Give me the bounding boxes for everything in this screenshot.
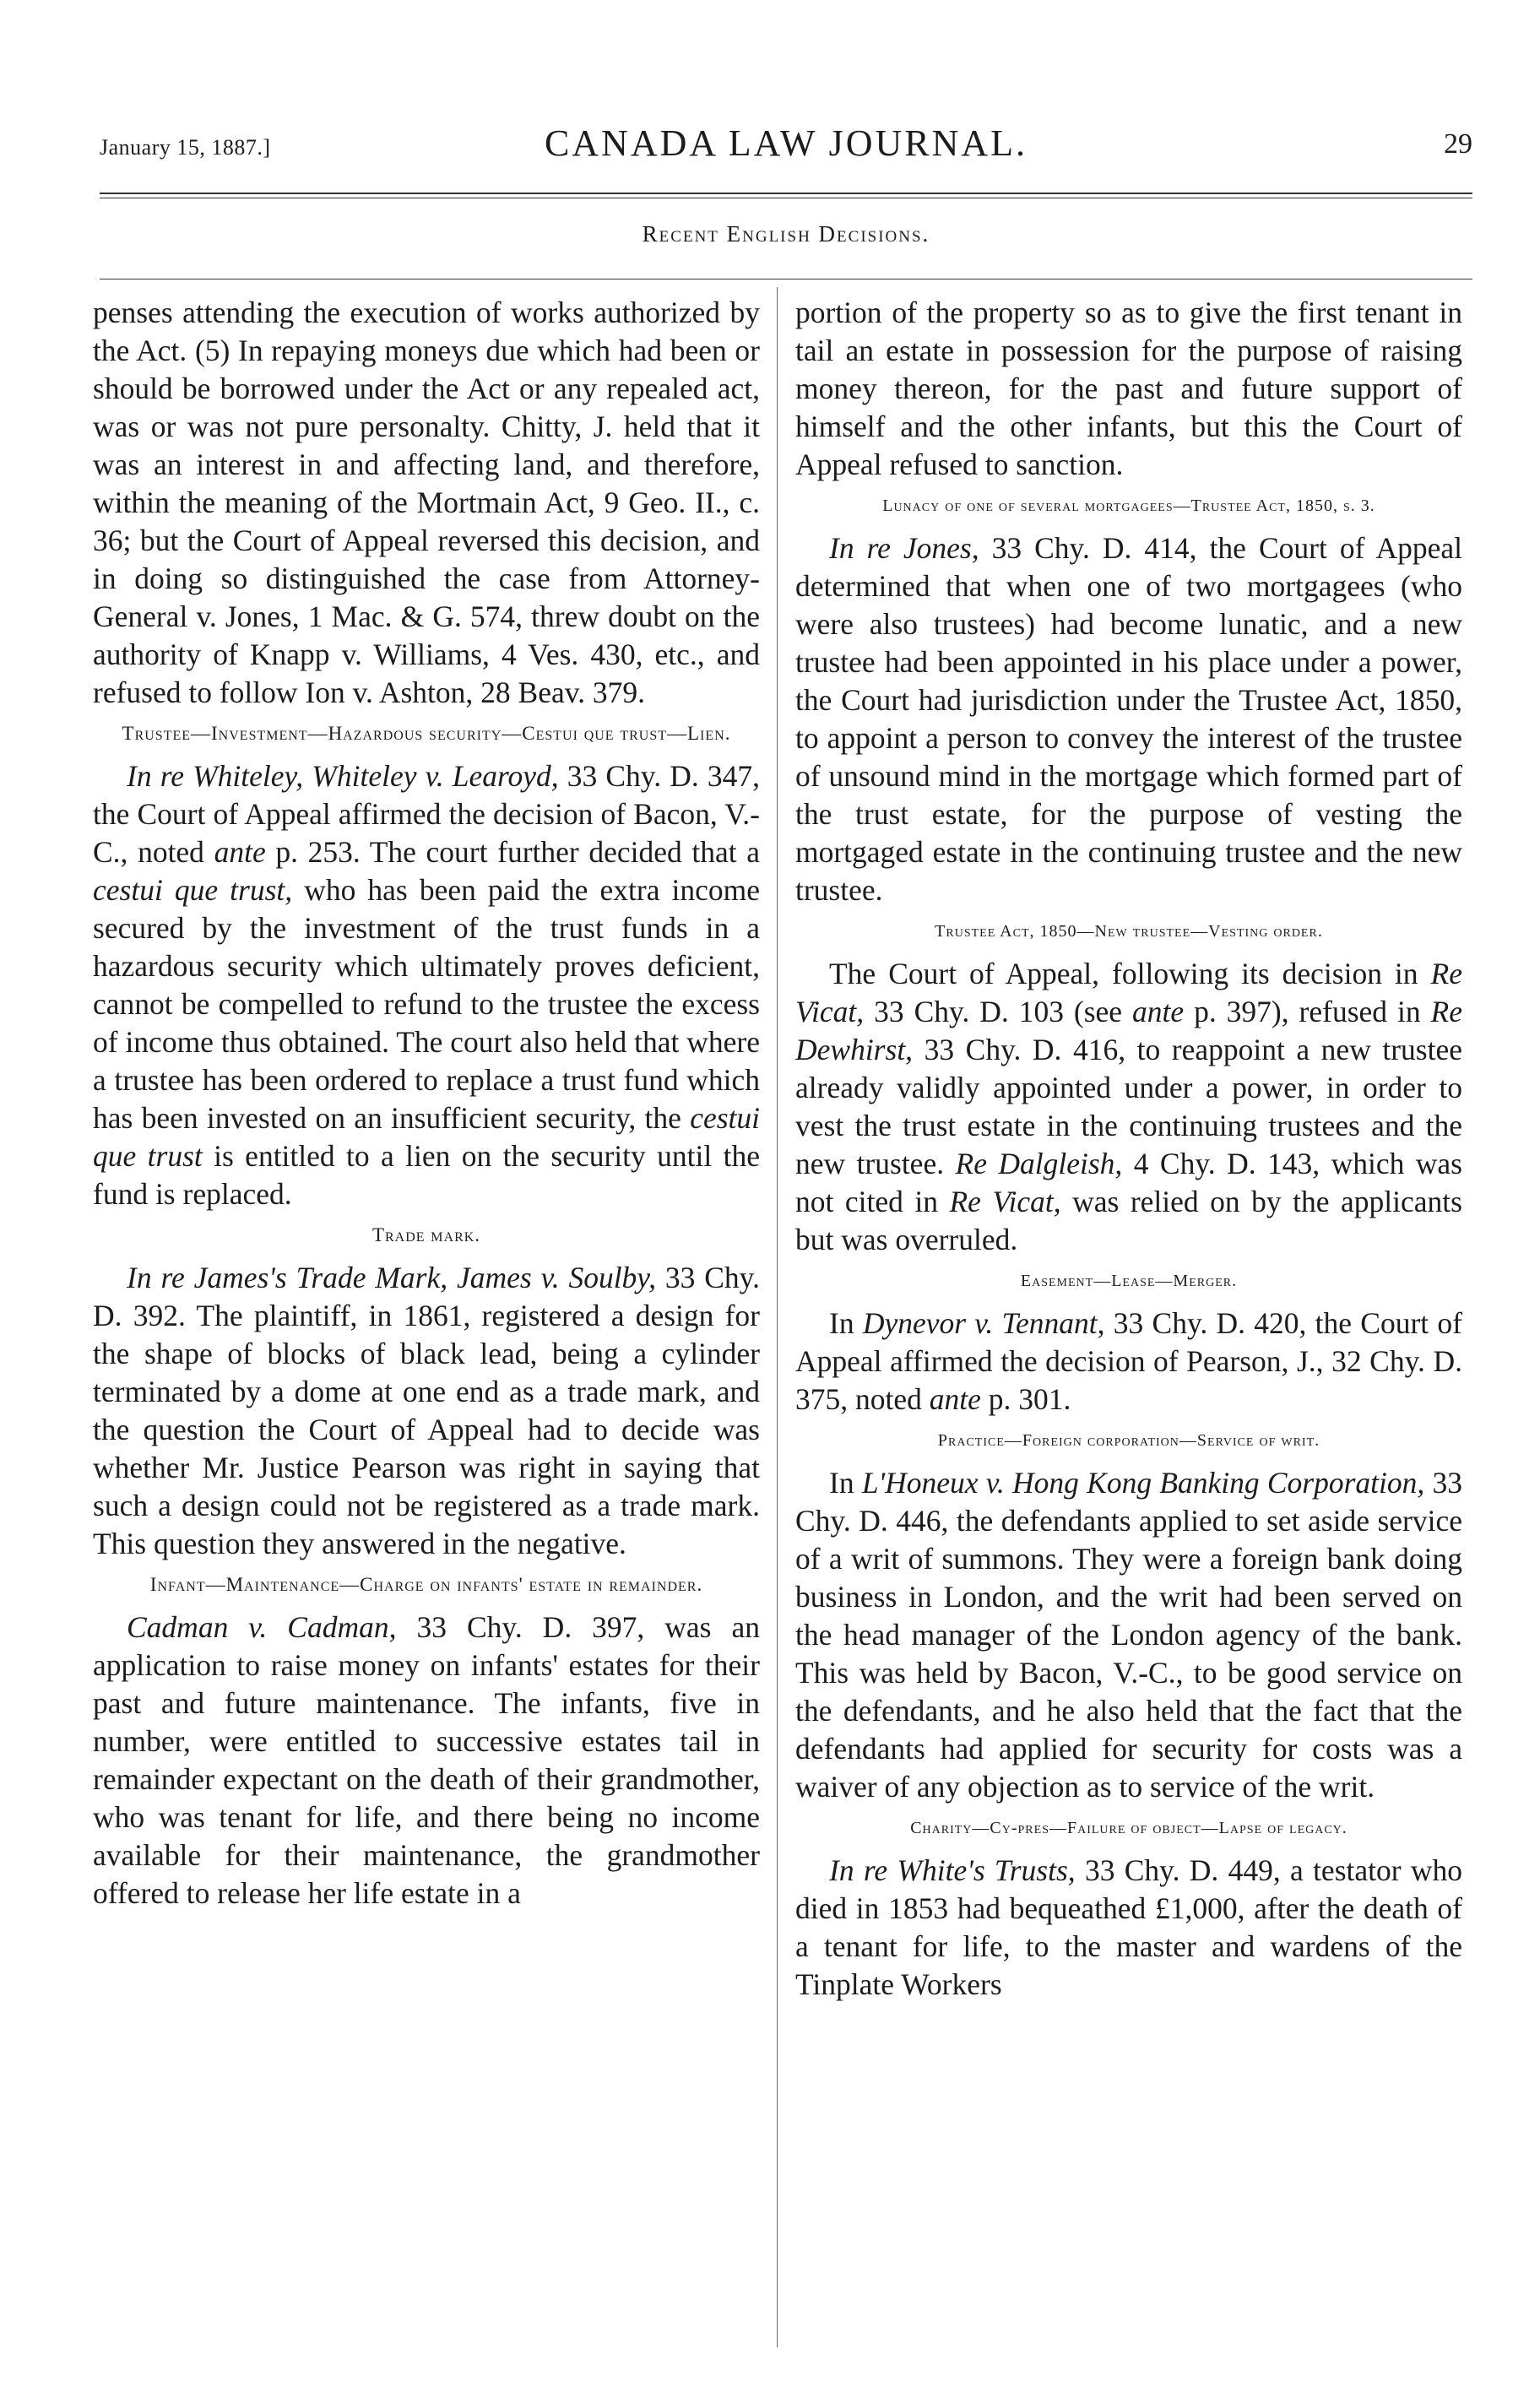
case-paragraph: In L'Honeux v. Hong Kong Banking Corporation, 33 Chy. D. 446, the defendants applied to set aside service of a writ of summons. They were a foreign bank doing business in London, and the writ had been served on the head manager of the London agency of the bank. This was held by Bacon, V.-C., to be good service on the defendants, and he also held that the fact that the defendants had applied for security for costs was a waiver of any objection as to service of the writ. bbox=[795, 1466, 1463, 1804]
case-paragraph: The Court of Appeal, following its decision in Re Vicat, 33 Chy. D. 103 (see ante p. 397), refused in Re Dewhirst, 33 Chy. D. 416, to reappoint a new trustee already validly appointed under a power, in order to vest the trust estate in the continuing trustees and the new trustee. Re Dalgleish, 4 Chy. D. 143, which was not cited in Re Vicat, was relied on by the applicants but was overruled. bbox=[795, 957, 1462, 1256]
right-column bbox=[795, 294, 1462, 2004]
header-rule-top bbox=[100, 193, 1472, 194]
continued-paragraph: portion of the property so as to give the first tenant in tail an estate in possession for the purpose of raising money thereon, for the past and future support of himself and the other infants, but this the Court of Appeal refused to sanction. bbox=[795, 296, 1462, 481]
section-heading: Infant—Maintenance—Charge on infants' estate in remainder. bbox=[149, 1574, 703, 1595]
section-title: Recent English Decisions. bbox=[642, 221, 930, 247]
section-heading: Trustee Act, 1850—New trustee—Vesting order. bbox=[935, 922, 1323, 941]
case-paragraph: Cadman v. Cadman, 33 Chy. D. 397, was an application to raise money on infants' estates for their past and future maintenance. The infants, five in number, were entitled to successive estates tail in remainder expectant on the death of their grandmother, who was tenant for life, and there being no income available for their maintenance, the grandmother offered to release her life estate in a bbox=[93, 1610, 760, 1910]
case-paragraph: In re Whiteley, Whiteley v. Learoyd, 33 Chy. D. 347, the Court of Appeal affirmed the decision of Bacon, V.-C., noted ante p. 253. The court further decided that a cestui que trust, who has been paid the extra income secured by the investment of the trust funds in a hazardous security which ultimately proves deficient, cannot be compelled to refund to the trustee the excess of income thus obtained. The court also held that where a trustee has been ordered to replace a trust fund which has been invested on an insufficient security, the cestui que trust is entitled to a lien on the security until the fund is replaced. bbox=[93, 759, 760, 1211]
case-citation: In re Whiteley, Whiteley v. Learoyd, bbox=[127, 759, 559, 793]
section-heading: Trade mark. bbox=[371, 1224, 481, 1245]
column-divider bbox=[777, 287, 778, 2347]
journal-title: CANADA LAW JOURNAL. bbox=[544, 122, 1028, 164]
case-citation: L'Honeux v. Hong Kong Banking Corporation, bbox=[861, 1466, 1425, 1500]
case-citation: In re James's Trade Mark, James v. Soulby, bbox=[127, 1261, 656, 1294]
case-paragraph: In re Jones, 33 Chy. D. 414, the Court of Appeal determined that when one of two mortgagees (who were also trustees) had become lunatic, and a new trustee had been appointed in his place under a power, the Court had jurisdiction under the Trustee Act, 1850, to appoint a person to convey the interest of the trustee of unsound mind in the mortgage which formed part of the trust estate, for the purpose of vesting the mortgaged estate in the continuing trustee and the new trustee. bbox=[795, 531, 1462, 907]
section-heading: Charity—Cy-pres—Failure of object—Lapse of legacy. bbox=[910, 1819, 1348, 1837]
case-paragraph: In re White's Trusts, 33 Chy. D. 449, a testator who died in 1853 had bequeathed £1,000, after the death of a tenant for life, to the master and wardens of the Tinplate Workers bbox=[795, 1853, 1462, 2001]
case-citation: In re Jones, bbox=[829, 531, 979, 565]
case-citation: Dynevor v. Tennant, bbox=[862, 1306, 1105, 1340]
case-citation: Cadman v. Cadman, bbox=[127, 1610, 397, 1644]
case-paragraph: In Dynevor v. Tennant, 33 Chy. D. 420, the Court of Appeal affirmed the decision of Pearson, J., 32 Chy. D. 375, noted ante p. 301. bbox=[795, 1306, 1462, 1416]
page-header bbox=[100, 118, 1472, 169]
section-heading: Lunacy of one of several mortgagees—Trustee Act, 1850, s. 3. bbox=[882, 496, 1375, 515]
case-citation: In re White's Trusts, bbox=[829, 1853, 1076, 1887]
continued-paragraph: penses attending the execution of works authorized by the Act. (5) In repaying moneys due which had been or should be borrowed under the Act or any repealed act, was or was not pure personalty. Chitty, J. held that it was an interest in and affecting land, and therefore, within the meaning of the Mortmain Act, 9 Geo. II., c. 36; but the Court of Appeal reversed this decision, and in doing so distinguished the case from Attorney-General v. Jones, 1 Mac. & G. 574, threw doubt on the authority of Knapp v. Williams, 4 Ves. 430, etc., and refused to follow Ion v. Ashton, 28 Beav. 379. bbox=[93, 296, 760, 709]
header-date: January 15, 1887.] bbox=[100, 135, 271, 160]
left-column bbox=[93, 294, 760, 1912]
section-heading: Easement—Lease—Merger. bbox=[1020, 1272, 1238, 1290]
case-paragraph: In re James's Trade Mark, James v. Soulby, 33 Chy. D. 392. The plaintiff, in 1861, registered a design for the shape of blocks of black lead, being a cylinder terminated by a dome at one end as a trade mark, and the question the Court of Appeal had to decide was whether Mr. Justice Pearson was right in saying that such a design could not be registered as a trade mark. This question they answered in the negative. bbox=[93, 1261, 760, 1560]
section-heading: Practice—Foreign corporation—Service of writ. bbox=[937, 1431, 1320, 1450]
section-heading: Trustee—Investment—Hazardous security—Cestui que trust—Lien. bbox=[122, 723, 731, 744]
page-number: 29 bbox=[1444, 128, 1472, 160]
